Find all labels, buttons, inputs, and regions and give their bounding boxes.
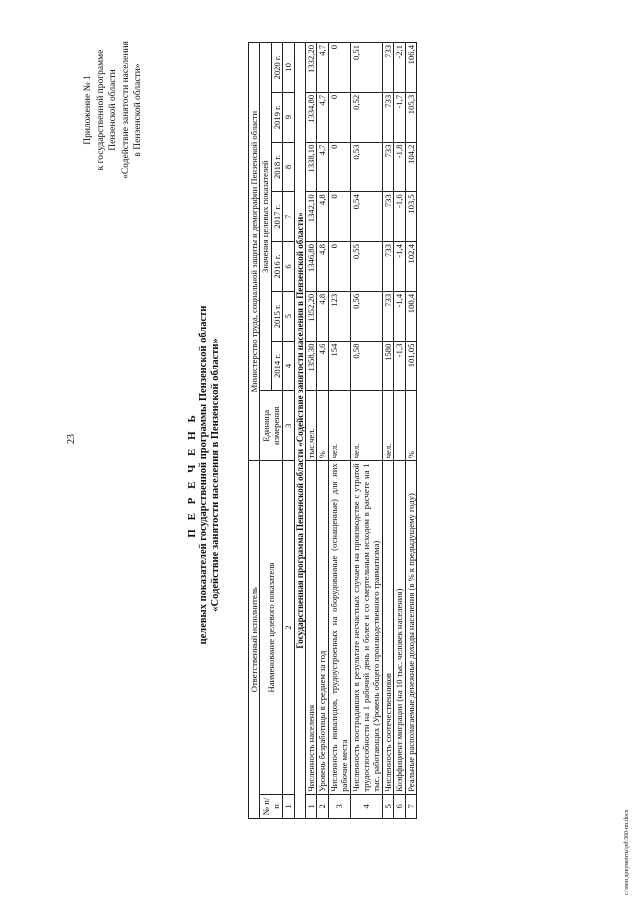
indicator-value: 1338,10 (306, 142, 317, 192)
year-header: 2016 г. (271, 242, 282, 292)
indicator-value: 0,53 (350, 142, 382, 192)
page-number: 23 (66, 434, 77, 444)
column-number: 1 (283, 794, 294, 818)
program-row (294, 43, 305, 819)
row-number: 2 (317, 794, 328, 818)
column-number: 2 (283, 461, 294, 795)
column-number: 9 (283, 92, 294, 142)
indicator-rows (306, 43, 417, 819)
indicator-value: 123 (328, 291, 350, 341)
executor-label: Ответственный исполнитель (249, 461, 260, 819)
indicator-value: 1346,80 (306, 242, 317, 292)
indicator-unit: тыс.чел. (306, 391, 317, 461)
indicator-name: Численность инвалидов, трудоустроенных на оборудованные (оснащенные) для них рабочие места (328, 461, 350, 795)
year-header: 2017 г. (271, 192, 282, 242)
column-numbers-row (283, 43, 294, 819)
indicator-value: -1,7 (394, 92, 405, 142)
indicator-value: 733 (382, 92, 393, 142)
program-title: Государственная программа Пензенской области «Содействие занятости населения в Пензенской области» (294, 43, 305, 819)
appendix-line: «Содействие занятости населения (120, 41, 131, 179)
indicator-value: 4,7 (317, 43, 328, 93)
indicator-value: 4,8 (317, 192, 328, 242)
indicator-value: -1,8 (394, 142, 405, 192)
indicator-value: 733 (382, 142, 393, 192)
indicator-value: 103,5 (405, 192, 416, 242)
indicator-value: -1,6 (394, 192, 405, 242)
table-row (350, 43, 382, 819)
table-row (306, 43, 317, 819)
table-row (317, 43, 328, 819)
executor-value: Министерство труда, социальной защиты и демографии Пензенской области (249, 43, 260, 461)
table-row (405, 43, 416, 819)
table-row (328, 43, 350, 819)
indicator-value: 1334,80 (306, 92, 317, 142)
indicator-value: 1580 (382, 341, 393, 391)
indicator-value: 1358,30 (306, 341, 317, 391)
indicator-value: 733 (382, 43, 393, 93)
indicator-value: 1342,10 (306, 192, 317, 242)
table-row (394, 43, 405, 819)
row-number: 5 (382, 794, 393, 818)
indicator-value: 0,51 (350, 43, 382, 93)
appendix-line: в Пензенской области» (133, 63, 143, 157)
indicator-value: 4,7 (317, 92, 328, 142)
indicator-name: Численность пострадавших в результате несчастных случаев на производстве с утратой трудоспособности на 1 рабочий день и более и со смертельным исходом в расчете на 1 тыс. работающих (Уровень общего производственного травматизма) (350, 461, 382, 795)
appendix-line: Пензенской области (108, 69, 118, 151)
indicator-unit: % (405, 391, 416, 461)
indicator-value: 0,58 (350, 341, 382, 391)
column-number: 4 (283, 341, 294, 391)
title-subheading: целевых показателей государственной программы Пензенской области (198, 305, 209, 645)
row-number: 3 (328, 794, 350, 818)
title-program-name: «Содействие занятости населения в Пензенской области» (210, 338, 221, 612)
year-header: 2014 г. (271, 341, 282, 391)
row-number: 6 (394, 794, 405, 818)
indicator-unit: чел. (328, 391, 350, 461)
header-row (260, 43, 271, 819)
indicator-value: -1,3 (394, 341, 405, 391)
year-header: 2015 г. (271, 291, 282, 341)
indicator-unit (394, 391, 405, 461)
indicator-value: 0 (328, 43, 350, 93)
indicator-value: 4,6 (317, 341, 328, 391)
file-path: c:\мои документы\pd\360-пп.docx (624, 809, 630, 895)
appendix-line: Приложение № 1 (83, 75, 93, 145)
indicator-value: -2,1 (394, 43, 405, 93)
indicator-value: 733 (382, 192, 393, 242)
indicator-name: Коэффициент миграции (на 10 тыс. человек населения) (394, 461, 405, 795)
indicator-value: 100,4 (405, 291, 416, 341)
indicator-value: 4,8 (317, 242, 328, 292)
indicator-name: Численность населения (306, 461, 317, 795)
indicator-value: 4,7 (317, 142, 328, 192)
indicators-table (248, 42, 417, 819)
indicator-value: 104,2 (405, 142, 416, 192)
indicator-value: 106,4 (405, 43, 416, 93)
column-number: 7 (283, 192, 294, 242)
indicator-value: 1332,20 (306, 43, 317, 93)
row-number: 7 (405, 794, 416, 818)
indicator-value: 0 (328, 142, 350, 192)
indicator-value: 4,8 (317, 291, 328, 341)
appendix-note (82, 35, 145, 185)
indicator-value: 1352,20 (306, 291, 317, 341)
title-heading: П Е Р Е Ч Е Н Ь (186, 412, 198, 538)
indicator-name: Численность соотечественников (382, 461, 393, 795)
col-number-header: № п/п (260, 794, 283, 818)
row-number: 1 (306, 794, 317, 818)
column-number: 6 (283, 242, 294, 292)
indicator-unit: чел. (350, 391, 382, 461)
indicator-value: 154 (328, 341, 350, 391)
indicator-value: 0,56 (350, 291, 382, 341)
indicator-value: 0,55 (350, 242, 382, 292)
indicator-value: 0,54 (350, 192, 382, 242)
row-number: 4 (350, 794, 382, 818)
indicator-name: Уровень безработицы в среднем за год (317, 461, 328, 795)
document-title (186, 165, 222, 785)
year-header: 2019 г. (271, 92, 282, 142)
column-number: 10 (283, 43, 294, 93)
indicator-value: 0 (328, 242, 350, 292)
indicator-value: 101,05 (405, 341, 416, 391)
indicator-value: 733 (382, 242, 393, 292)
indicator-value: 0 (328, 192, 350, 242)
appendix-line: к государственной программе (95, 49, 106, 171)
indicator-value: -1,4 (394, 242, 405, 292)
col-name-header: Наименование целевого показателя (260, 461, 283, 795)
table-row (382, 43, 393, 819)
column-number: 3 (283, 391, 294, 461)
col-unit-header: Единица измерения (260, 391, 283, 461)
col-values-header: Значения целевых показателей (260, 43, 271, 391)
indicator-value: 102,4 (405, 242, 416, 292)
column-number: 5 (283, 291, 294, 341)
executor-row (249, 43, 260, 819)
indicator-value: -1,4 (394, 291, 405, 341)
indicator-name: Реальные располагаемые денежные доходы населения (в % к предыдущему году) (405, 461, 416, 795)
year-header: 2020 г. (271, 43, 282, 93)
indicator-value: 733 (382, 291, 393, 341)
indicator-value: 105,3 (405, 92, 416, 142)
indicator-unit: чел. (382, 391, 393, 461)
indicator-unit: % (317, 391, 328, 461)
indicator-value: 0,52 (350, 92, 382, 142)
year-header: 2018 г. (271, 142, 282, 192)
column-number: 8 (283, 142, 294, 192)
indicator-value: 0 (328, 92, 350, 142)
